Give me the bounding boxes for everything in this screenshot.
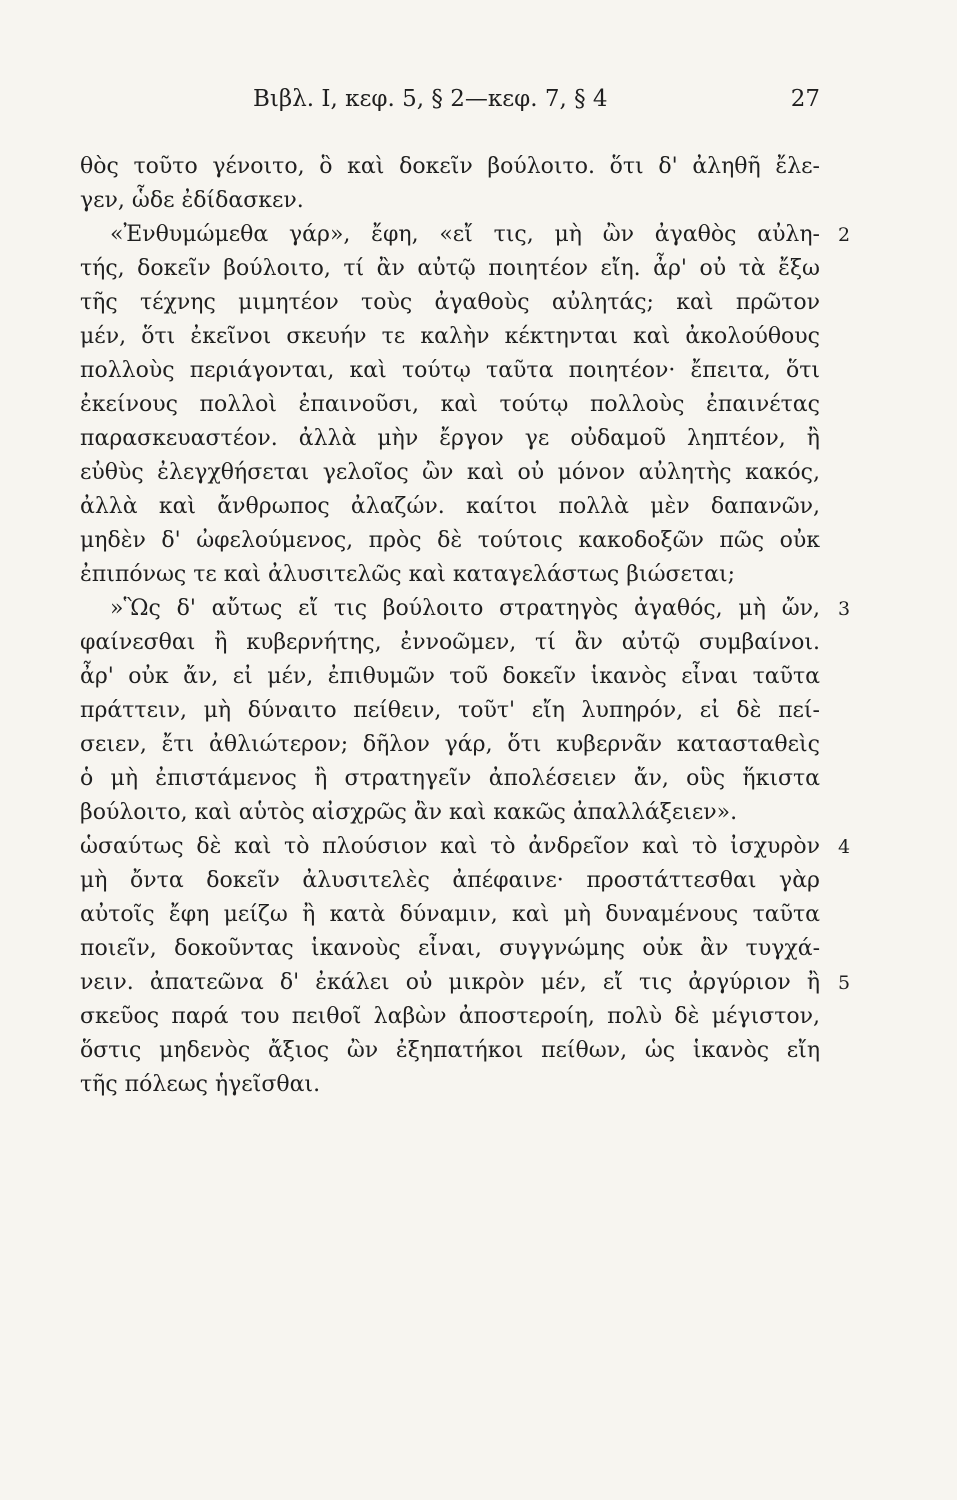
text-line: θὸς τοῦτο γένοιτο, ὃ καὶ δοκεῖν βούλοιτο. ὅτι δ' ἀληθῆ ἔλε-	[80, 154, 820, 179]
section-number: 4	[838, 836, 851, 858]
text-line: εὐθὺς ἐλεγχθήσεται γελοῖος ὢν καὶ οὐ μόνον αὐλητὴς κακός,	[80, 460, 820, 485]
text-line: ὡσαύτως δὲ καὶ τὸ πλούσιον καὶ τὸ ἀνδρεῖον καὶ τὸ ἰσχυρὸν	[80, 834, 820, 859]
text-line: τῆς τέχνης μιμητέον τοὺς ἀγαθοὺς αὐλητάς; καὶ πρῶτον	[80, 290, 820, 315]
text-line: μέν, ὅτι ἐκεῖνοι σκευήν τε καλὴν κέκτηνται καὶ ἀκολούθους	[80, 324, 820, 349]
text-line: ἆρ' οὐκ ἄν, εἰ μέν, ἐπιθυμῶν τοῦ δοκεῖν ἱκανὸς εἶναι ταῦτα	[80, 664, 820, 689]
text-line: νειν. ἀπατεῶνα δ' ἐκάλει οὐ μικρὸν μέν, εἴ τις ἀργύριον ἢ	[80, 970, 820, 995]
text-line: «Ἐνθυμώμεθα γάρ», ἔφη, «εἴ τις, μὴ ὢν ἀγαθὸς αὐλη-	[110, 222, 820, 247]
text-line: πράττειν, μὴ δύναιτο πείθειν, τοῦτ' εἴη λυπηρόν, εἰ δὲ πεί-	[80, 698, 820, 723]
running-head: Βιβλ. I, κεφ. 5, § 2—κεφ. 7, § 4	[253, 86, 608, 112]
page-number: 27	[790, 86, 820, 112]
section-number: 5	[838, 972, 851, 994]
text-line: βούλοιτο, καὶ αὑτὸς αἰσχρῶς ἂν καὶ κακῶς ἀπαλλάξειεν».	[80, 800, 738, 825]
section-number: 3	[838, 598, 851, 620]
text-line: ἐπιπόνως τε καὶ ἀλυσιτελῶς καὶ καταγελάστως βιώσεται;	[80, 562, 736, 587]
text-line: ἀλλὰ καὶ ἄνθρωπος ἀλαζών. καίτοι πολλὰ μὲν δαπανῶν,	[80, 494, 820, 519]
text-line: τῆς πόλεως ἡγεῖσθαι.	[80, 1072, 321, 1097]
text-line: ὁ μὴ ἐπιστάμενος ἢ στρατηγεῖν ἀπολέσειεν ἄν, οὓς ἥκιστα	[80, 766, 820, 791]
text-line: τής, δοκεῖν βούλοιτο, τί ἂν αὐτῷ ποιητέον εἴη. ἆρ' οὐ τὰ ἔξω	[80, 256, 820, 281]
text-line: »Ὣς δ' αὔτως εἴ τις βούλοιτο στρατηγὸς ἀγαθός, μὴ ὤν,	[110, 596, 820, 621]
text-line: σκεῦος παρά του πειθοῖ λαβὼν ἀποστεροίη, πολὺ δὲ μέγιστον,	[80, 1004, 820, 1029]
text-line: γεν, ὧδε ἐδίδασκεν.	[80, 188, 304, 213]
text-line: ὅστις μηδενὸς ἄξιος ὢν ἐξηπατήκοι πείθων, ὡς ἱκανὸς εἴη	[80, 1038, 820, 1063]
text-line: ποιεῖν, δοκοῦντας ἱκανοὺς εἶναι, συγγνώμης οὐκ ἂν τυγχά-	[80, 936, 820, 961]
section-number: 2	[838, 224, 851, 246]
text-line: φαίνεσθαι ἢ κυβερνήτης, ἐννοῶμεν, τί ἂν αὐτῷ συμβαίνοι.	[80, 630, 820, 655]
body-text	[80, 150, 851, 1102]
text-line: ἐκείνους πολλοὶ ἐπαινοῦσι, καὶ τούτῳ πολλοὺς ἐπαινέτας	[80, 392, 820, 417]
text-line: σειεν, ἔτι ἀθλιώτερον; δῆλον γάρ, ὅτι κυβερνᾶν κατασταθεὶς	[80, 732, 820, 757]
text-line: αὐτοῖς ἔφη μείζω ἢ κατὰ δύναμιν, καὶ μὴ δυναμένους ταῦτα	[80, 902, 820, 927]
text-line: μὴ ὄντα δοκεῖν ἀλυσιτελὲς ἀπέφαινε· προστάττεσθαι γὰρ	[80, 868, 820, 893]
text-line: μηδὲν δ' ὠφελούμενος, πρὸς δὲ τούτοις κακοδοξῶν πῶς οὐκ	[80, 528, 820, 553]
text-line: πολλοὺς περιάγονται, καὶ τούτῳ ταῦτα ποιητέον· ἔπειτα, ὅτι	[80, 358, 820, 383]
page-header	[80, 86, 820, 122]
text-line: παρασκευαστέον. ἀλλὰ μὴν ἔργον γε οὐδαμοῦ ληπτέον, ἢ	[80, 426, 820, 451]
